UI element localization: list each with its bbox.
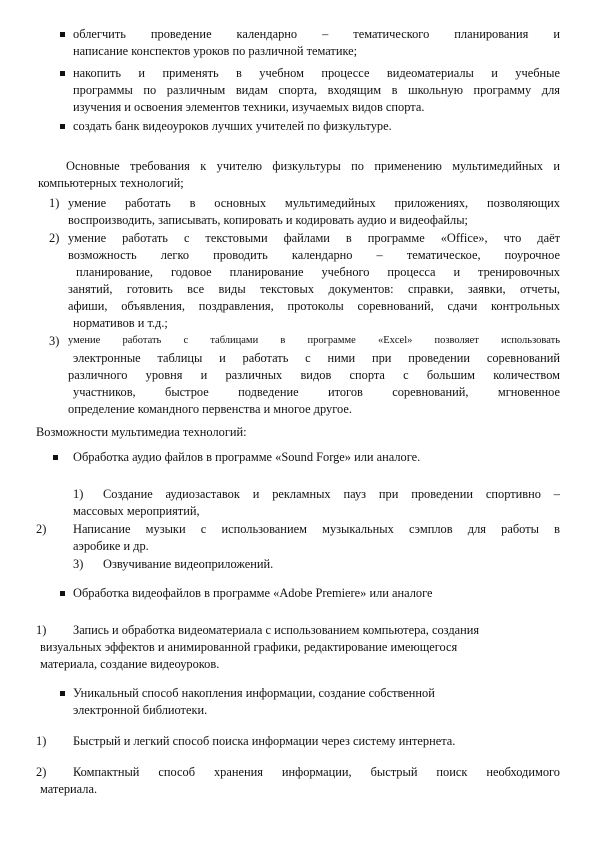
- text-line: нормативов и т.д.;: [73, 316, 168, 330]
- item-number: 3): [73, 557, 84, 571]
- text-line: возможность легко проводить календарно – тематическое, поурочное: [68, 248, 560, 262]
- text-line: умение работать с таблицами в программе «Excel» позволяет использовать: [68, 335, 560, 346]
- text-line: Компактный способ хранения информации, быстрый поиск необходимого: [73, 765, 560, 779]
- text-line: написание конспектов уроков по различной тематике;: [73, 44, 358, 58]
- bullet-square-icon: [60, 691, 65, 696]
- paragraph-line: компьютерных технологий;: [38, 176, 184, 190]
- bullet-square-icon: [53, 455, 58, 460]
- text-line: занятий, готовить все виды текстовых документов: справки, заявки, отчеты,: [68, 282, 560, 296]
- text-line: материала, создание видеоуроков.: [40, 657, 220, 671]
- text-line: Создание аудиозаставок и рекламных пауз при проведении спортивно –: [103, 487, 560, 501]
- paragraph-line: Основные требования к учителю физкультуры по применению мультимедийных и: [66, 159, 560, 173]
- item-number: 3): [49, 334, 60, 348]
- text-line: Уникальный способ накопления информации, создание собственной: [73, 686, 435, 700]
- text-line: планирование, годовое планирование учебного процесса и тренировочных: [76, 265, 560, 279]
- item-number: 1): [36, 734, 47, 748]
- bullet-square-icon: [60, 71, 65, 76]
- text-line: накопить и применять в учебном процессе видеоматериалы и учебные: [73, 66, 560, 80]
- text-line: аэробике и др.: [73, 539, 149, 553]
- bullet-square-icon: [60, 32, 65, 37]
- item-number: 2): [49, 231, 60, 245]
- item-number: 2): [36, 522, 47, 536]
- text-line: изучения и освоения элементов техники, изучаемых видов спорта.: [73, 100, 425, 114]
- text-line: Обработка аудио файлов в программе «Sound Forge» или аналоге.: [73, 450, 421, 464]
- text-line: массовых мероприятий,: [73, 504, 200, 518]
- text-line: облегчить проведение календарно – тематического планирования и: [73, 27, 560, 41]
- text-line: различного уровня и различных видов спорта с большим количеством: [68, 368, 560, 382]
- text-line: Запись и обработка видеоматериала с использованием компьютера, создания: [73, 623, 480, 637]
- text-line: афиши, объявления, поздравления, протоколы соревнований, сдачи контрольных: [68, 299, 560, 313]
- text-line: умение работать с текстовыми файлами в программе «Office», что даёт: [68, 231, 560, 245]
- text-line: программы по различным видам спорта, входящим в школьную программу для: [73, 83, 560, 97]
- text-line: электронные таблицы и работать с ними при проведении соревнований: [73, 351, 560, 365]
- item-number: 1): [49, 196, 60, 210]
- text-line: электронной библиотеки.: [73, 703, 208, 717]
- text-line: визуальных эффектов и анимированной графики, редактирование имеющегося: [40, 640, 458, 654]
- item-number: 2): [36, 765, 47, 779]
- item-number: 1): [73, 487, 84, 501]
- item-number: 1): [36, 623, 47, 637]
- text-line: Написание музыки с использованием музыкальных сэмплов для работы в: [73, 522, 560, 536]
- text-line: участников, быстрое подведение итогов соревнований, мгновенное: [73, 385, 560, 399]
- bullet-square-icon: [60, 591, 65, 596]
- text-line: Быстрый и легкий способ поиска информации через систему интернета.: [73, 734, 456, 748]
- text-line: Озвучивание видеоприложений.: [103, 557, 274, 571]
- section-heading: Возможности мультимедиа технологий:: [36, 425, 247, 439]
- text-line: материала.: [40, 782, 98, 796]
- bullet-square-icon: [60, 124, 65, 129]
- text-line: воспроизводить, записывать, копировать и кодировать аудио и видеофайлы;: [68, 213, 468, 227]
- text-line: создать банк видеоуроков лучших учителей по физкультуре.: [73, 119, 392, 133]
- text-line: умение работать в основных мультимедийных приложениях, позволяющих: [68, 196, 560, 210]
- text-line: определение командного первенства и многое другое.: [68, 402, 352, 416]
- text-line: Обработка видеофайлов в программе «Adobe Premiere» или аналоге: [73, 586, 433, 600]
